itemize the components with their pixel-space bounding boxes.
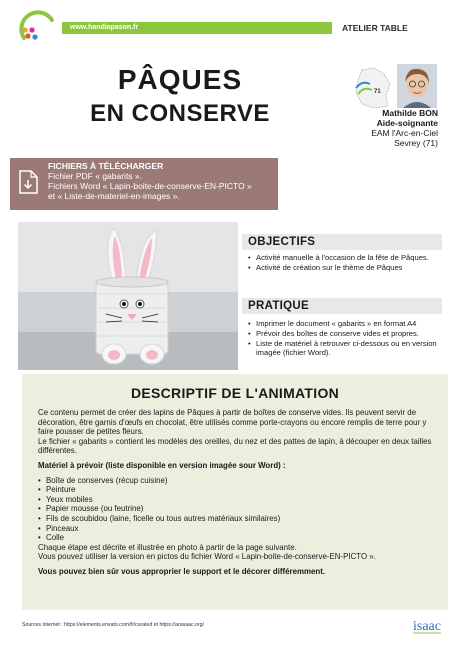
- materials-list: [38, 476, 438, 543]
- objective-item: • Activité manuelle à l'occasion de la fête de Pâques.: [248, 253, 443, 262]
- practical-item: • Imprimer le document « gabarits » en format A4: [248, 319, 443, 328]
- description-paragraph: Chaque étape est décrite et illustrée en photo à partir de la page suivante.: [38, 542, 297, 552]
- handiapason-logo: [16, 8, 56, 48]
- downloads-text: [48, 161, 273, 201]
- materials-item: • Pinceaux: [38, 524, 438, 534]
- objective-item: • Activité de création sur le thème de Pâques: [248, 263, 443, 272]
- author-city: Sevrey (71): [394, 138, 438, 148]
- page-title: PÂQUES: [117, 64, 243, 95]
- download-pdf-link[interactable]: Fichier PDF « gabarits ».: [48, 171, 143, 181]
- materials-item: • Papier mousse (ou feutrine): [38, 504, 438, 514]
- description-title: DESCRIPTIF DE L'ANIMATION: [130, 385, 340, 401]
- closing-note: Vous pouvez bien sûr vous approprier le support et le décorer différemment.: [38, 566, 326, 576]
- isaac-logo: [410, 614, 444, 636]
- objectives-title: OBJECTIFS: [248, 236, 316, 248]
- objectives-list: [248, 253, 443, 273]
- france-map-icon: [352, 66, 394, 110]
- description-paragraph: Vous pouvez utiliser la version en pictos du fichier Word « Lapin-boite-de-conserve-EN-PICTO ».: [38, 552, 376, 562]
- materials-heading: Matériel à prévoir (liste disponible en version imagée sour Word) :: [38, 460, 286, 470]
- practical-list: [248, 319, 443, 358]
- practical-item: • Prévoir des boîtes de conserve vides et propres.: [248, 329, 443, 338]
- download-word-link-2[interactable]: et « Liste-de-materiel-en-images ».: [48, 191, 180, 201]
- materials-item: • Fils de scoubidou (laine, ficelle ou tous autres matériaux similaires): [38, 514, 438, 524]
- description-paragraph: Le fichier « gabarits » contient les modèles des oreilles, du nez et des pattes de lapin, à découper en deux tailles différentes.: [38, 436, 432, 456]
- practical-title: PRATIQUE: [248, 300, 309, 312]
- materials-item: • Yeux mobiles: [38, 495, 438, 505]
- file-download-icon[interactable]: [17, 170, 39, 194]
- map-badge: 71: [374, 89, 381, 95]
- description-paragraph: Ce contenu permet de créer des lapins de Pâques à partir de boîtes de conserve vides. Ils peuvent servir de décoration, être garnis d'œufs en chocolat, être utilisés comme porte-crayons ou encore remplis de terre pour y faire pousser de petites fleurs.: [38, 408, 427, 437]
- site-url[interactable]: www.handiapason.fr: [70, 24, 139, 31]
- bunny-can-photo: [18, 222, 238, 370]
- author-block: [278, 108, 438, 148]
- materials-item: • Peinture: [38, 485, 438, 495]
- page-subtitle: EN CONSERVE: [90, 100, 270, 127]
- practical-item: • Liste de matériel à retrouver ci-dessous ou en version imagée (fichier Word).: [248, 339, 443, 358]
- downloads-heading: FICHIERS À TÉLÉCHARGER: [48, 161, 164, 171]
- author-photo: [397, 64, 437, 108]
- section-label: ATELIER TABLE: [342, 23, 408, 33]
- sources-note[interactable]: Sources internet : https://elements.envato.com/fr/curated et https://arasaac.org/: [22, 622, 204, 628]
- author-place: EAM l'Arc-en-Ciel: [371, 128, 438, 138]
- author-name: Mathilde BON: [382, 108, 438, 118]
- materials-item: • Boîte de conserves (récup cuisine): [38, 476, 438, 486]
- materials-item: • Colle: [38, 533, 438, 543]
- download-word-link[interactable]: Fichiers Word « Lapin-boite-de-conserve-EN-PICTO »: [48, 181, 252, 191]
- isaac-logo-text: isaac: [413, 619, 441, 634]
- author-role: Aide-soignante: [376, 118, 438, 128]
- description-body: [38, 408, 438, 577]
